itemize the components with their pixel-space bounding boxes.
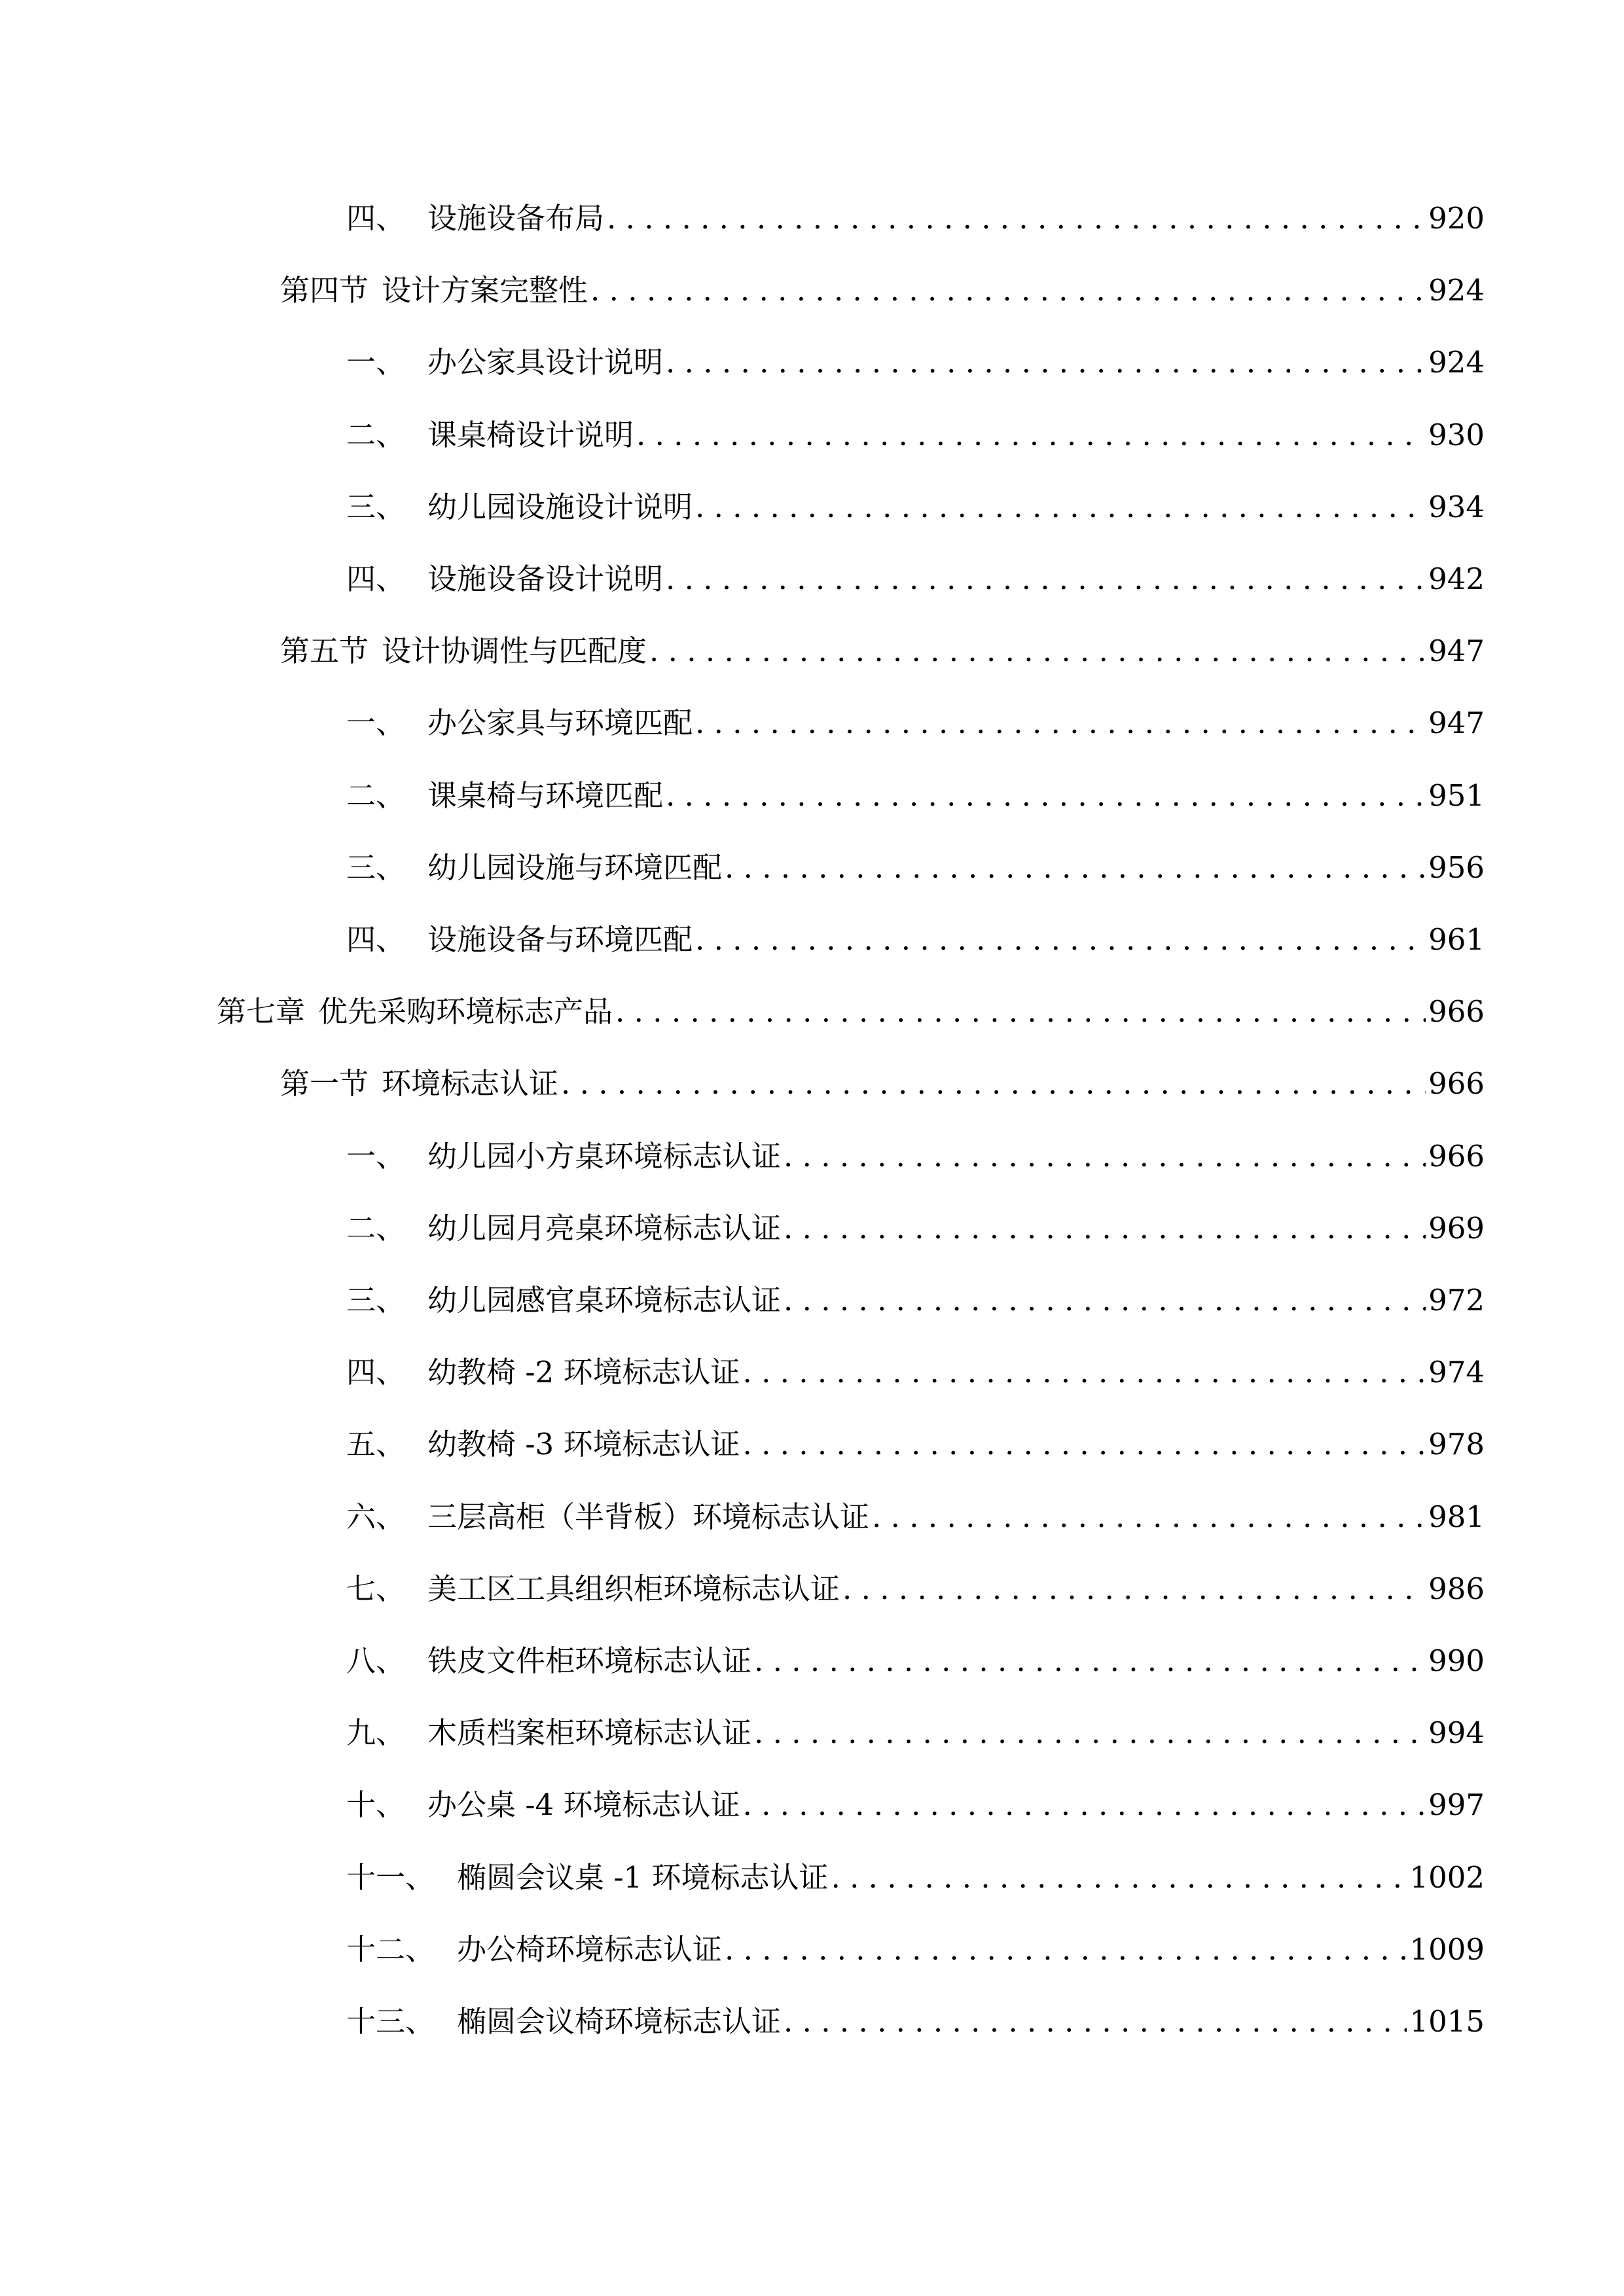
toc-entry-title: 美工区工具组织柜环境标志认证: [427, 1571, 840, 1606]
toc-entry-number: 十二、: [346, 1931, 435, 1967]
toc-entry-title: 办公桌 -4 环境标志认证: [427, 1787, 740, 1823]
toc-entry[interactable]: [346, 1137, 1485, 1176]
toc-entry-page: 994: [1428, 1715, 1485, 1751]
toc-entry-number: 二、: [346, 417, 406, 452]
toc-entry-number: 三、: [346, 850, 406, 885]
dot-leader: [561, 1064, 1426, 1103]
toc-entry[interactable]: [346, 1570, 1485, 1609]
toc-entry-title: 设施设备设计说明: [427, 562, 664, 596]
toc-entry[interactable]: [346, 1209, 1485, 1248]
toc-entry-page: 966: [1428, 994, 1485, 1030]
toc-entry[interactable]: [346, 2002, 1485, 2041]
toc-entry-number: 第一节: [280, 1066, 369, 1102]
toc-entry[interactable]: [346, 1353, 1485, 1392]
dot-leader: [742, 1785, 1426, 1825]
toc-entry-page: 978: [1428, 1427, 1485, 1462]
toc-entry-number: 第五节: [280, 634, 369, 669]
toc-entry-page: 986: [1428, 1571, 1485, 1606]
toc-entry-page: 924: [1428, 273, 1485, 308]
toc-entry[interactable]: [346, 1498, 1485, 1537]
toc-entry-number: 八、: [346, 1643, 406, 1678]
toc-entry-page: 1009: [1409, 1931, 1485, 1967]
dot-leader: [784, 2002, 1407, 2041]
toc-entry-page: 981: [1428, 1499, 1485, 1534]
dot-leader: [725, 848, 1426, 888]
toc-entry-title: 幼教椅 -3 环境标志认证: [427, 1427, 740, 1462]
toc-entry-title: 办公家具与环境匹配: [427, 706, 693, 741]
toc-entry-page: 966: [1428, 1138, 1485, 1174]
toc-entry-title: 课桌椅与环境匹配: [427, 778, 664, 813]
toc-entry-number: 九、: [346, 1715, 406, 1751]
dot-leader: [590, 271, 1426, 310]
dot-leader: [649, 632, 1426, 671]
dot-leader: [666, 560, 1426, 599]
toc-entry-title: 木质档案柜环境标志认证: [427, 1715, 752, 1751]
toc-entry[interactable]: [346, 1858, 1485, 1897]
toc-entry-number: 十、: [346, 1787, 406, 1823]
toc-entry[interactable]: [346, 1641, 1485, 1681]
toc-entry-title: 椭圆会议椅环境标志认证: [457, 2004, 782, 2039]
toc-entry-title: 设施设备布局: [427, 201, 605, 236]
toc-entry[interactable]: [346, 1785, 1485, 1825]
toc-entry-page: 930: [1428, 417, 1485, 452]
dot-leader: [695, 488, 1426, 527]
toc-entry-number: 五、: [346, 1427, 406, 1462]
dot-leader: [666, 776, 1426, 816]
toc-entry-page: 974: [1428, 1355, 1485, 1390]
toc-entry-page: 1002: [1409, 1859, 1485, 1895]
toc-entry[interactable]: [346, 199, 1485, 238]
toc-entry-page: 997: [1428, 1787, 1485, 1823]
toc-entry-title: 幼儿园月亮桌环境标志认证: [427, 1210, 782, 1246]
toc-entry[interactable]: [346, 920, 1485, 960]
toc-entry-number: 一、: [346, 706, 406, 741]
toc-entry-number: 第七章: [217, 994, 306, 1030]
dot-leader: [872, 1498, 1426, 1537]
toc-entry-title: 椭圆会议桌 -1 环境标志认证: [457, 1859, 829, 1895]
dot-leader: [695, 704, 1426, 743]
dot-leader: [842, 1570, 1426, 1609]
toc-entry-number: 七、: [346, 1571, 406, 1606]
toc-entry-page: 966: [1428, 1066, 1485, 1102]
toc-entry-page: 961: [1428, 922, 1485, 957]
toc-entry[interactable]: [346, 776, 1485, 816]
dot-leader: [784, 1137, 1426, 1176]
toc-entry-title: 铁皮文件柜环境标志认证: [427, 1643, 752, 1678]
toc-entry-number: 四、: [346, 201, 406, 236]
dot-leader: [666, 343, 1426, 382]
toc-entry-number: 六、: [346, 1499, 406, 1534]
toc-entry-page: 934: [1428, 489, 1485, 524]
toc-entry-title: 三层高柜（半背板）环境标志认证: [427, 1499, 870, 1534]
toc-entry[interactable]: [280, 632, 1485, 671]
toc-entry[interactable]: [346, 560, 1485, 599]
toc-entry-number: 一、: [346, 1138, 406, 1174]
toc-entry-number: 四、: [346, 1355, 406, 1390]
toc-entry[interactable]: [346, 416, 1485, 455]
toc-entry[interactable]: [346, 848, 1485, 888]
toc-entry-title: 幼儿园小方桌环境标志认证: [427, 1138, 782, 1174]
toc-entry-page: 990: [1428, 1643, 1485, 1678]
toc-entry-title: 设施设备与环境匹配: [427, 922, 693, 957]
dot-leader: [742, 1425, 1426, 1464]
toc-entry-title: 环境标志认证: [382, 1066, 559, 1102]
dot-leader: [831, 1858, 1407, 1897]
toc-entry-title: 幼儿园设施设计说明: [427, 489, 693, 524]
toc-entry-number: 四、: [346, 562, 406, 596]
toc-entry-title: 办公椅环境标志认证: [457, 1931, 723, 1967]
toc-entry[interactable]: [346, 488, 1485, 527]
toc-entry[interactable]: [346, 1281, 1485, 1320]
toc-entry-number: 二、: [346, 778, 406, 813]
toc-entry-page: 947: [1428, 634, 1485, 669]
toc-entry-title: 办公家具设计说明: [427, 345, 664, 380]
toc-entry-number: 十三、: [346, 2004, 435, 2039]
toc-entry-number: 四、: [346, 922, 406, 957]
toc-entry-page: 956: [1428, 850, 1485, 885]
toc-entry-page: 947: [1428, 706, 1485, 741]
dot-leader: [784, 1209, 1426, 1248]
dot-leader: [784, 1281, 1426, 1320]
toc-entry-title: 幼儿园感官桌环境标志认证: [427, 1283, 782, 1318]
toc-entry-number: 三、: [346, 1283, 406, 1318]
toc-entry[interactable]: [346, 343, 1485, 382]
dot-leader: [615, 992, 1426, 1031]
toc-entry-number: 二、: [346, 1210, 406, 1246]
toc-entry-number: 第四节: [280, 273, 369, 308]
toc-entry-page: 924: [1428, 345, 1485, 380]
toc-entry-title: 设计方案完整性: [382, 273, 588, 308]
toc-entry[interactable]: [346, 1425, 1485, 1464]
toc-entry-number: 一、: [346, 345, 406, 380]
dot-leader: [754, 1641, 1426, 1681]
toc-entry[interactable]: [280, 1064, 1485, 1103]
toc-entry[interactable]: [217, 992, 1485, 1031]
toc-entry-number: 十一、: [346, 1859, 435, 1895]
toc-entry-page: 972: [1428, 1283, 1485, 1318]
toc-entry[interactable]: [280, 271, 1485, 310]
toc-entry-page: 951: [1428, 778, 1485, 813]
toc-entry-title: 优先采购环境标志产品: [318, 994, 613, 1030]
dot-leader: [636, 416, 1426, 455]
dot-leader: [607, 199, 1426, 238]
toc-entry[interactable]: [346, 1713, 1485, 1753]
toc-entry-title: 课桌椅设计说明: [427, 417, 634, 452]
dot-leader: [742, 1353, 1426, 1392]
toc-entry-title: 幼儿园设施与环境匹配: [427, 850, 723, 885]
toc-entry[interactable]: [346, 1930, 1485, 1969]
toc-entry-page: 969: [1428, 1210, 1485, 1246]
dot-leader: [725, 1930, 1407, 1969]
toc-entry-page: 1015: [1409, 2004, 1485, 2039]
toc-entry-page: 942: [1428, 562, 1485, 596]
toc-entry-title: 幼教椅 -2 环境标志认证: [427, 1355, 740, 1390]
toc-entry-number: 三、: [346, 489, 406, 524]
toc-entry-title: 设计协调性与匹配度: [382, 634, 647, 669]
toc-entry[interactable]: [346, 704, 1485, 743]
dot-leader: [695, 920, 1426, 960]
dot-leader: [754, 1713, 1426, 1753]
toc-entry-page: 920: [1428, 201, 1485, 236]
